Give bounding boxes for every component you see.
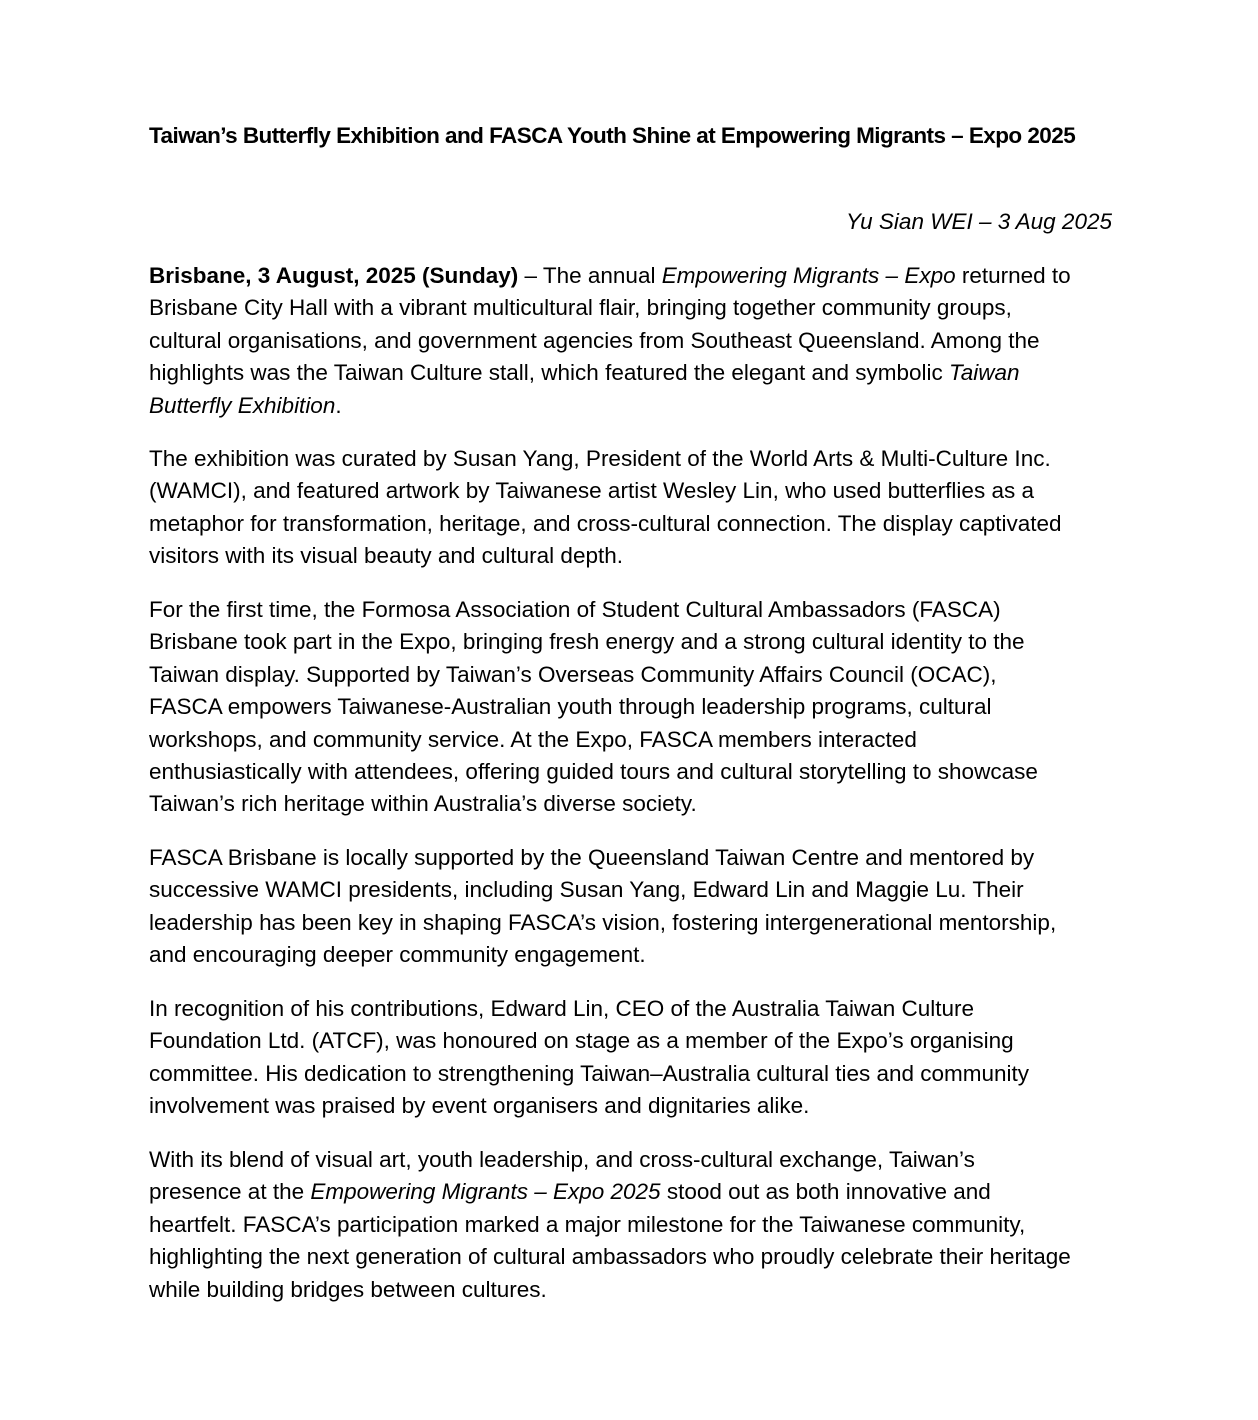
paragraph-line <box>149 260 1129 292</box>
paragraph-line <box>149 1176 1129 1208</box>
paragraph-line: cultural organisations, and government agencies from Southeast Queensland. Among the <box>149 327 1040 353</box>
paragraph-exhibition <box>149 443 1129 573</box>
event-name-italic: Empowering Migrants – Expo <box>661 263 956 288</box>
paragraph-intro <box>149 260 1129 422</box>
paragraph-line: Taiwan’s rich heritage within Australia’s diverse society. <box>149 791 697 817</box>
paragraph-line: committee. His dedication to strengthening Taiwan–Australia cultural ties and community <box>149 1060 1030 1086</box>
text-run: highlights was the Taiwan Culture stall, which featured the elegant and symbolic <box>149 360 950 386</box>
event-name-italic: Empowering Migrants – Expo 2025 <box>310 1179 661 1205</box>
article-title: Taiwan’s Butterfly Exhibition and FASCA Youth Shine at Empowering Migrants – Expo 2025 <box>149 123 1076 148</box>
paragraph-fasca <box>149 594 1129 821</box>
paragraph-line: successive WAMCI presidents, including Susan Yang, Edward Lin and Maggie Lu. Their <box>149 877 1024 903</box>
paragraph-line: workshops, and community service. At the Expo, FASCA members interacted <box>149 726 917 752</box>
paragraph-line <box>149 390 1129 422</box>
paragraph-line: Foundation Ltd. (ATCF), was honoured on stage as a member of the Expo’s organising <box>149 1028 1014 1054</box>
paragraph-line: Brisbane took part in the Expo, bringing fresh energy and a strong cultural identity to the <box>149 629 1025 655</box>
paragraph-line: highlighting the next generation of cultural ambassadors who proudly celebrate their heritage <box>149 1244 1071 1270</box>
exhibition-name-italic: Taiwan <box>949 360 1020 386</box>
paragraph-line: enthusiastically with attendees, offering guided tours and cultural storytelling to showcase <box>149 759 1038 785</box>
paragraph-line: heartfelt. FASCA’s participation marked a major milestone for the Taiwanese community, <box>149 1211 1026 1237</box>
paragraph-line: For the first time, the Formosa Association of Student Cultural Ambassadors (FASCA) <box>149 597 1001 622</box>
paragraph-line <box>149 357 1129 389</box>
paragraph-line: With its blend of visual art, youth leadership, and cross-cultural exchange, Taiwan’s <box>149 1147 975 1172</box>
text-run: stood out as both innovative and <box>660 1179 991 1205</box>
paragraph-line: In recognition of his contributions, Edward Lin, CEO of the Australia Taiwan Culture <box>149 996 975 1021</box>
paragraph-line: leadership has been key in shaping FASCA’s vision, fostering intergenerational mentorship, <box>149 909 1057 935</box>
paragraph-line: involvement was praised by event organisers and dignitaries alike. <box>149 1093 810 1119</box>
text-run: returned to <box>955 263 1071 288</box>
paragraph-mentorship <box>149 842 1129 972</box>
paragraph-line: The exhibition was curated by Susan Yang, President of the World Arts & Multi-Culture Inc. <box>149 446 1051 471</box>
text-run: – The annual <box>518 263 662 288</box>
paragraph-line: and encouraging deeper community engagement. <box>149 942 646 968</box>
text-run: . <box>335 392 342 418</box>
article-byline: Yu Sian WEI – 3 Aug 2025 <box>845 209 1112 234</box>
paragraph-line: Brisbane City Hall with a vibrant multicultural flair, bringing together community groups, <box>149 295 1012 321</box>
dateline: Brisbane, 3 August, 2025 (Sunday) <box>149 263 519 288</box>
exhibition-name-italic: Butterfly Exhibition <box>149 392 336 418</box>
text-run: presence at the <box>149 1179 311 1205</box>
paragraph-line: Taiwan display. Supported by Taiwan’s Overseas Community Affairs Council (OCAC), <box>149 661 997 687</box>
paragraph-line: FASCA Brisbane is locally supported by the Queensland Taiwan Centre and mentored by <box>149 845 1035 870</box>
paragraph-line: metaphor for transformation, heritage, and cross-cultural connection. The display captivated <box>149 510 1062 536</box>
paragraph-line: visitors with its visual beauty and cultural depth. <box>149 543 623 569</box>
paragraph-conclusion <box>149 1144 1129 1306</box>
paragraph-line: (WAMCI), and featured artwork by Taiwanese artist Wesley Lin, who used butterflies as a <box>149 478 1034 504</box>
paragraph-line: FASCA empowers Taiwanese-Australian youth through leadership programs, cultural <box>149 694 992 720</box>
paragraph-recognition <box>149 993 1129 1123</box>
paragraph-line: while building bridges between cultures. <box>149 1276 547 1302</box>
